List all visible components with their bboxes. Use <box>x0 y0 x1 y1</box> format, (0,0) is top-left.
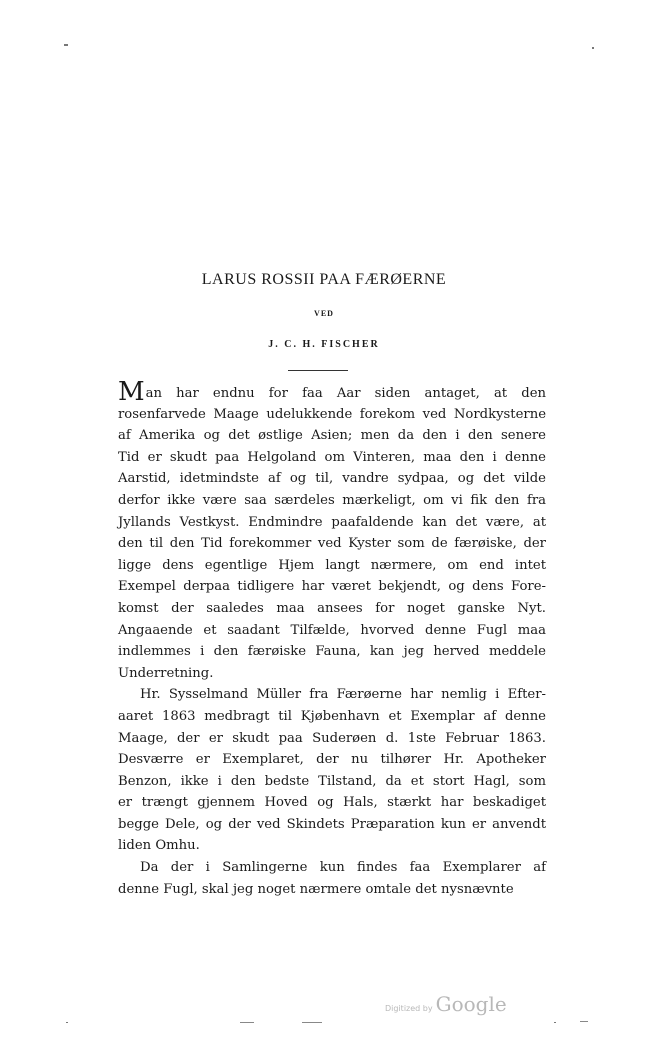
paragraph-2 <box>118 684 546 857</box>
text-line-content: rosenfarvede Maage udelukkende forekom ved Nordkysterne <box>118 406 546 422</box>
text-line-content: Hr. Sysselmand Müller fra Færøerne har nemlig i Efter- <box>140 687 546 703</box>
text-line <box>118 425 546 447</box>
text-line-content: aaret 1863 medbragt til Kjøbenhavn et Exemplar af denne <box>118 708 546 724</box>
text-line <box>118 749 546 771</box>
text-line <box>118 377 546 407</box>
article-title: LARUS ROSSII PAA FÆRØERNE <box>201 271 447 288</box>
text-line <box>118 641 546 663</box>
text-line-content: af Amerika og det østlige Asien; men da den i den senere <box>118 428 546 444</box>
scan-speck <box>592 47 594 49</box>
text-line <box>118 404 546 426</box>
text-line <box>118 598 546 620</box>
text-line <box>118 663 546 685</box>
text-line <box>118 512 546 534</box>
text-line <box>118 555 546 577</box>
scan-speck <box>554 1022 556 1023</box>
text-line <box>118 771 546 793</box>
title-divider <box>288 370 348 371</box>
paragraph-3 <box>118 857 546 900</box>
digitized-by-google-watermark <box>385 992 507 1016</box>
text-line <box>118 857 546 879</box>
text-line-content: Benzon, ikke i den bedste Tilstand, da et stort Hagl, som <box>118 773 546 789</box>
scan-mark <box>302 1022 322 1023</box>
text-line-content: komst der saaledes maa ansees for noget ganske Nyt. <box>118 600 546 616</box>
text-line <box>118 728 546 750</box>
text-line-content: Da der i Samlingerne kun findes faa Exemplarer af <box>140 860 546 876</box>
text-line <box>118 684 546 706</box>
text-line-content: denne Fugl, skal jeg noget nærmere omtale det nysnævnte <box>118 881 514 897</box>
google-logo: Google <box>435 992 507 1016</box>
text-line-content: liden Omhu. <box>118 838 200 854</box>
byline-ved: VED <box>314 309 334 318</box>
text-line-content: den til den Tid forekommer ved Kyster som de færøiske, der <box>118 536 546 552</box>
text-line-content: Maage, der er skudt paa Suderøen d. 1ste Februar 1863. <box>118 730 546 746</box>
text-line <box>118 576 546 598</box>
scan-mark <box>580 1021 588 1022</box>
text-line-content: begge Dele, og der ved Skindets Præparation kun er anvendt <box>118 816 546 832</box>
text-line-content: Tid er skudt paa Helgoland om Vinteren, maa den i denne <box>118 449 546 465</box>
scan-mark <box>240 1022 254 1023</box>
text-line-content: ligge dens egentlige Hjem langt nærmere, om end intet <box>118 557 546 573</box>
paragraph-1 <box>118 377 546 684</box>
text-line <box>118 706 546 728</box>
article-body <box>118 377 546 900</box>
text-line-content: an har endnu for faa Aar siden antaget, at den <box>145 386 546 401</box>
author-name: J. C. H. FISCHER <box>268 339 380 350</box>
text-line <box>118 447 546 469</box>
text-line-content: Aarstid, idetmindste af og til, vandre sydpaa, og det vilde <box>118 471 546 487</box>
scan-speck <box>64 44 68 46</box>
text-line <box>118 814 546 836</box>
text-line <box>118 792 546 814</box>
text-line <box>118 533 546 555</box>
text-line-content: Exempel derpaa tidligere har været bekjendt, og dens Fore- <box>118 579 546 595</box>
text-line <box>118 620 546 642</box>
text-line <box>118 490 546 512</box>
text-line-content: indlemmes i den færøiske Fauna, kan jeg herved meddele <box>118 644 546 660</box>
text-line-content: Desværre er Exemplaret, der nu tilhører Hr. Apotheker <box>118 752 546 768</box>
scan-speck <box>66 1022 68 1023</box>
text-line-content: Underretning. <box>118 665 214 681</box>
text-line-content: derfor ikke være saa særdeles mærkeligt, om vi fik den fra <box>118 492 546 508</box>
text-line-content: Angaaende et saadant Tilfælde, hvorved denne Fugl maa <box>118 622 546 638</box>
text-line <box>118 468 546 490</box>
digitized-by-label: Digitized by <box>385 1004 433 1013</box>
text-line-content: er trængt gjennem Hoved og Hals, stærkt har beskadiget <box>118 795 546 811</box>
dropcap-letter: M <box>118 377 145 407</box>
text-line-content: Jyllands Vestkyst. Endmindre paafaldende kan det være, at <box>118 514 546 530</box>
text-line <box>118 835 546 857</box>
text-line <box>118 879 546 901</box>
